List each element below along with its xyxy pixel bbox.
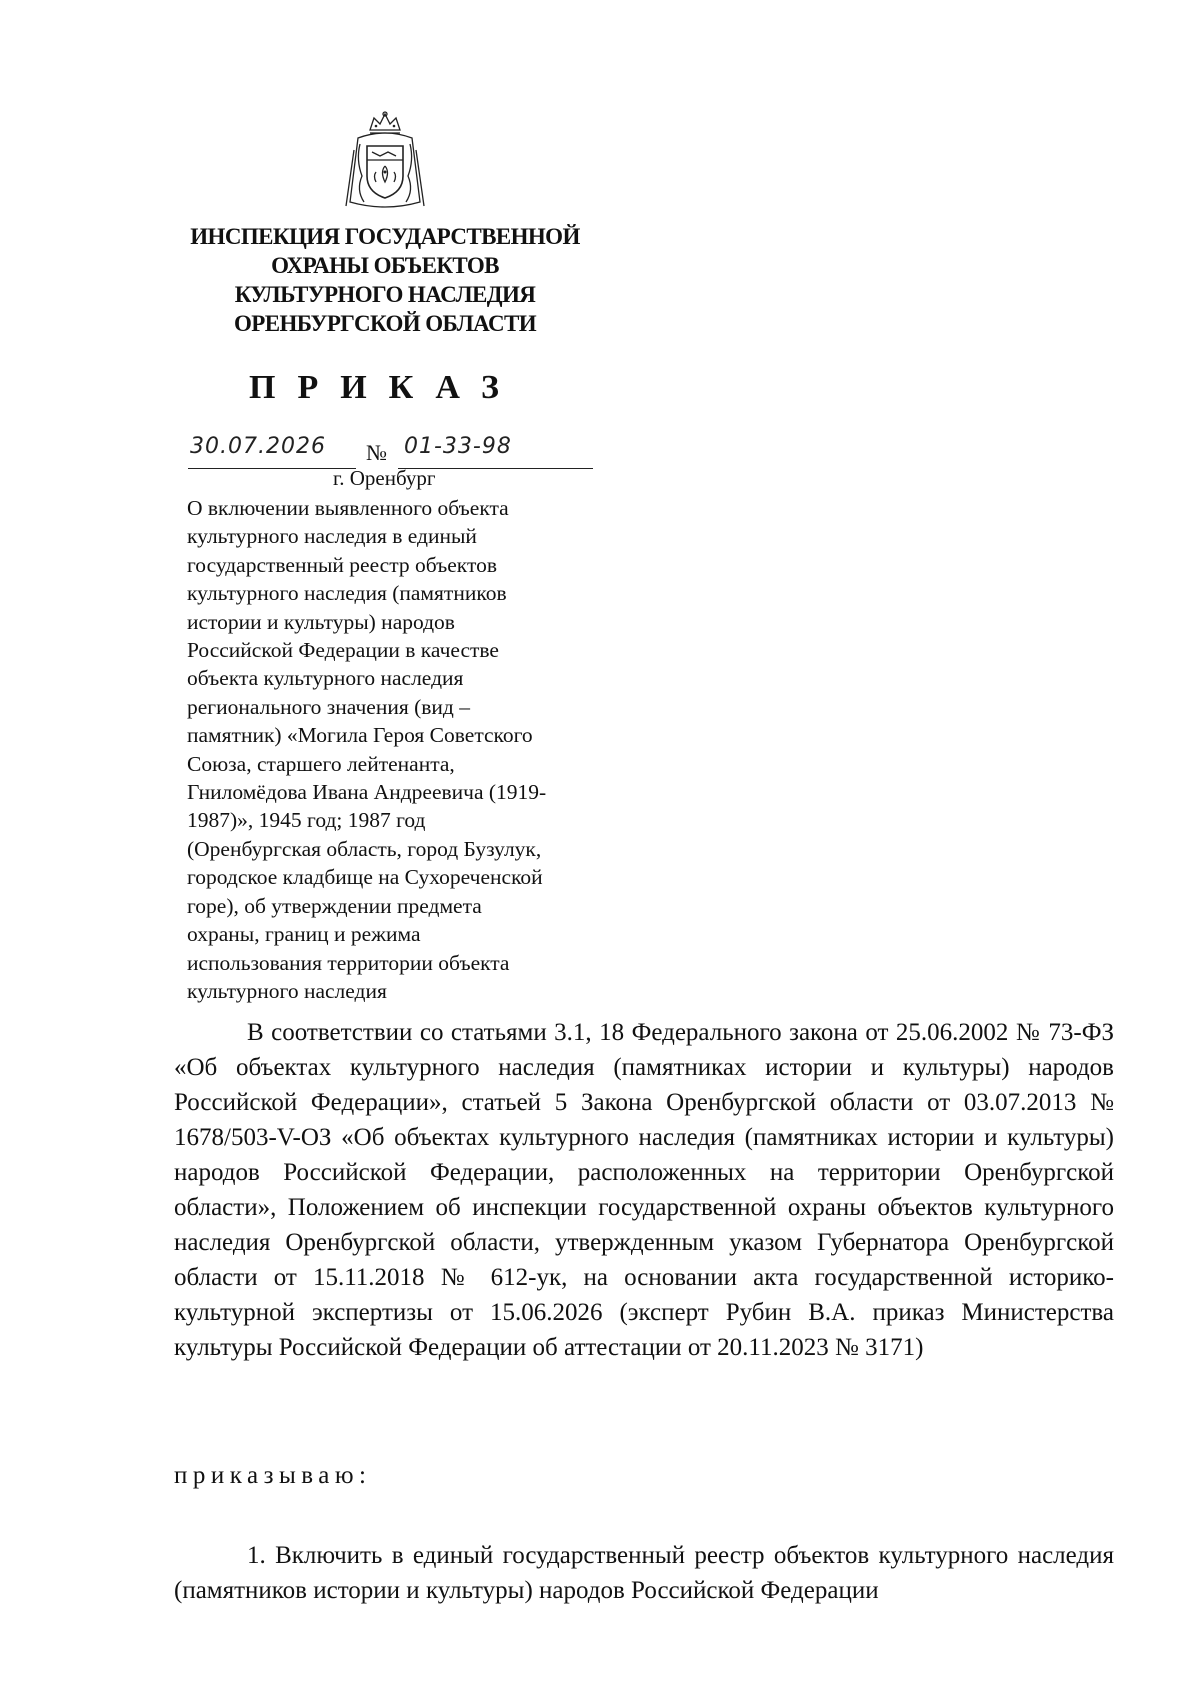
subject-line: О включении выявленного объекта	[187, 496, 509, 520]
subject-line: памятник) «Могила Героя Советского	[187, 723, 533, 748]
subject-line: регионального значения (вид –	[187, 694, 470, 719]
subject-line: Российской Федерации в качестве	[187, 638, 499, 663]
subject-line: Гниломёдова Ивана Андреевича (1919-	[187, 780, 547, 805]
number-line	[398, 434, 593, 469]
organization-name	[160, 222, 610, 338]
subject-line: горе), об утверждении предмета	[187, 893, 482, 918]
subject-line: государственный реестр объектов	[187, 552, 497, 577]
preamble-paragraph: В соответствии со статьями 3.1, 18 Федерального закона от 25.06.2002 № 73-ФЗ «Об объектах культурного наследия (памятниках истории и культуры) народов Российской Федерации», статьей 5 Закона Оренбургской области от 03.07.2013 № 1678/503-V-ОЗ «Об объектах культурного наследия (памятниках истории и культуры) народов Российской Федерации, расположенных на территории Оренбургской области», Положением об инспекции государственной охраны объектов культурного наследия Оренбургской области, утвержденным указом Губернатора Оренбургской области от 15.11.2018 № 612-ук, на основании акта государственной историко-культурной экспертизы от 15.06.2026 (эксперт Рубин В.А. приказ Министерства культуры Российской Федерации об аттестации от 20.11.2023 № 3171)	[174, 1019, 1114, 1361]
order-item-1	[174, 1538, 1114, 1608]
subject-line: Союза, старшего лейтенанта,	[187, 751, 455, 776]
org-line: КУЛЬТУРНОГО НАСЛЕДИЯ	[234, 282, 536, 307]
city: г. Оренбург	[333, 466, 436, 490]
subject-line: культурного наследия (памятников	[187, 581, 507, 606]
subject-line: 1987)», 1945 год; 1987 год	[187, 808, 426, 833]
number-sign: №	[366, 440, 387, 465]
org-line: ИНСПЕКЦИЯ ГОСУДАРСТВЕННОЙ	[190, 224, 580, 249]
handwritten-number: 01-33-98	[404, 434, 512, 459]
subject-line: охраны, границ и режима	[187, 922, 421, 947]
subject-line: городское кладбище на Сухореченской	[187, 865, 543, 890]
order-item-text: 1. Включить в единый государственный реестр объектов культурного наследия (памятников истории и культуры) народов Российской Федерации	[174, 1542, 1114, 1604]
subject-line: (Оренбургская область, город Бузулук,	[187, 836, 542, 861]
subject-line: истории и культуры) народов	[187, 609, 455, 634]
org-line: ОРЕНБУРГСКОЙ ОБЛАСТИ	[233, 311, 537, 336]
preamble-block	[174, 1015, 1114, 1365]
subject-line: объекта культурного наследия	[187, 666, 464, 691]
coat-of-arms-icon	[340, 110, 430, 215]
subject-line: использования территории объекта	[187, 950, 510, 975]
date-line	[188, 434, 356, 469]
org-line: ОХРАНЫ ОБЪЕКТОВ	[271, 253, 499, 278]
subject-line: культурного наследия	[187, 978, 387, 1003]
subject-line: культурного наследия в единый	[187, 524, 477, 549]
document-type-title: ПРИКАЗ	[249, 369, 521, 406]
order-subject	[187, 494, 607, 1005]
order-word: приказываю:	[174, 1462, 372, 1489]
handwritten-date: 30.07.2026	[190, 434, 326, 459]
